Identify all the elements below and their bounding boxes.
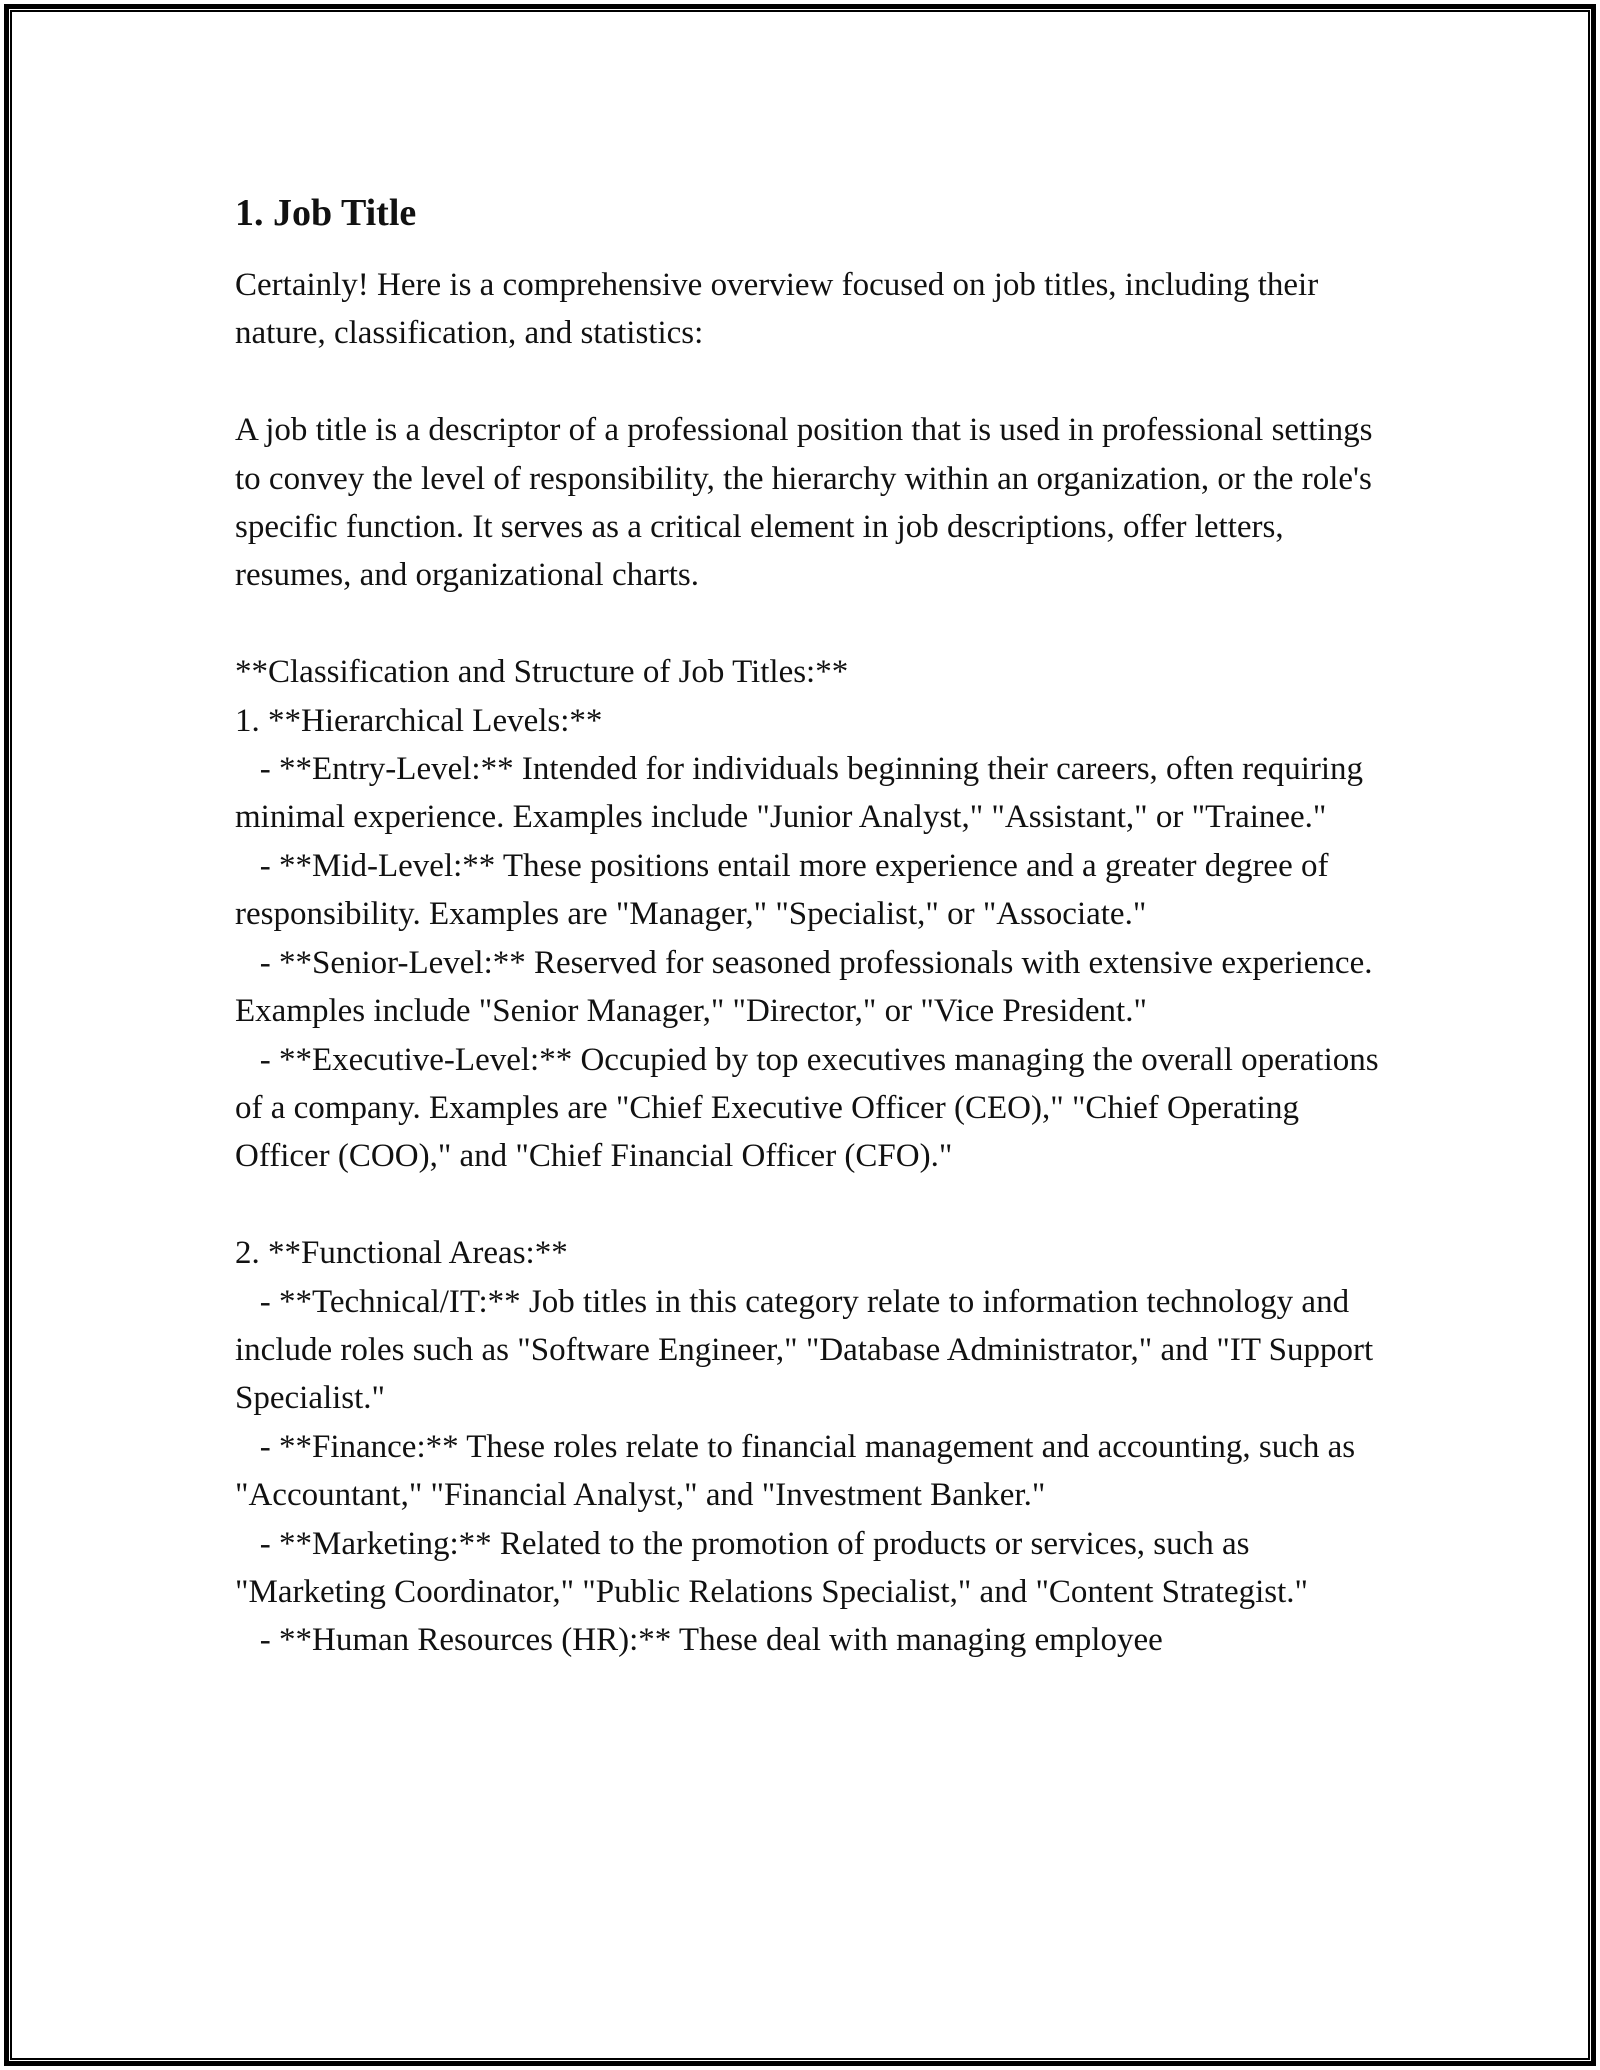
document-content (235, 185, 1385, 1665)
document-body: Certainly! Here is a comprehensive overview focused on job titles, including their nature, classification, and statistics: A job title is a descriptor of a professional position that is used in professional settings to convey the level of responsibility, the hierarchy within an organization, or the role's specific function. It serves as a critical element in job descriptions, offer letters, resumes, and organizational charts. **Classification and Structure of Job Titles:** 1. **Hierarchical Levels:** - **Entry-Level:** Intended for individuals beginning their careers, often requiring minimal experience. Examples include "Junior Analyst," "Assistant," or "Trainee." - **Mid-Level:** These positions entail more experience and a greater degree of responsibility. Examples are "Manager," "Specialist," or "Associate." - **Senior-Level:** Reserved for seasoned professionals with extensive experience. Examples include "Senior Manager," "Director," or "Vice President." - **Executive-Level:** Occupied by top executives managing the overall operations of a company. Examples are "Chief Executive Officer (CEO)," "Chief Operating Officer (COO)," and "Chief Financial Officer (CFO)." 2. **Functional Areas:** - **Technical/IT:** Job titles in this category relate to information technology and include roles such as "Software Engineer," "Database Administrator," and "IT Support Specialist." - **Finance:** These roles relate to financial management and accounting, such as "Accountant," "Financial Analyst," and "Investment Banker." - **Marketing:** Related to the promotion of products or services, such as "Marketing Coordinator," "Public Relations Specialist," and "Content Strategist." - **Human Resources (HR):** These deal with managing employee (235, 267, 1379, 1659)
document-title: 1. Job Title (235, 192, 417, 234)
